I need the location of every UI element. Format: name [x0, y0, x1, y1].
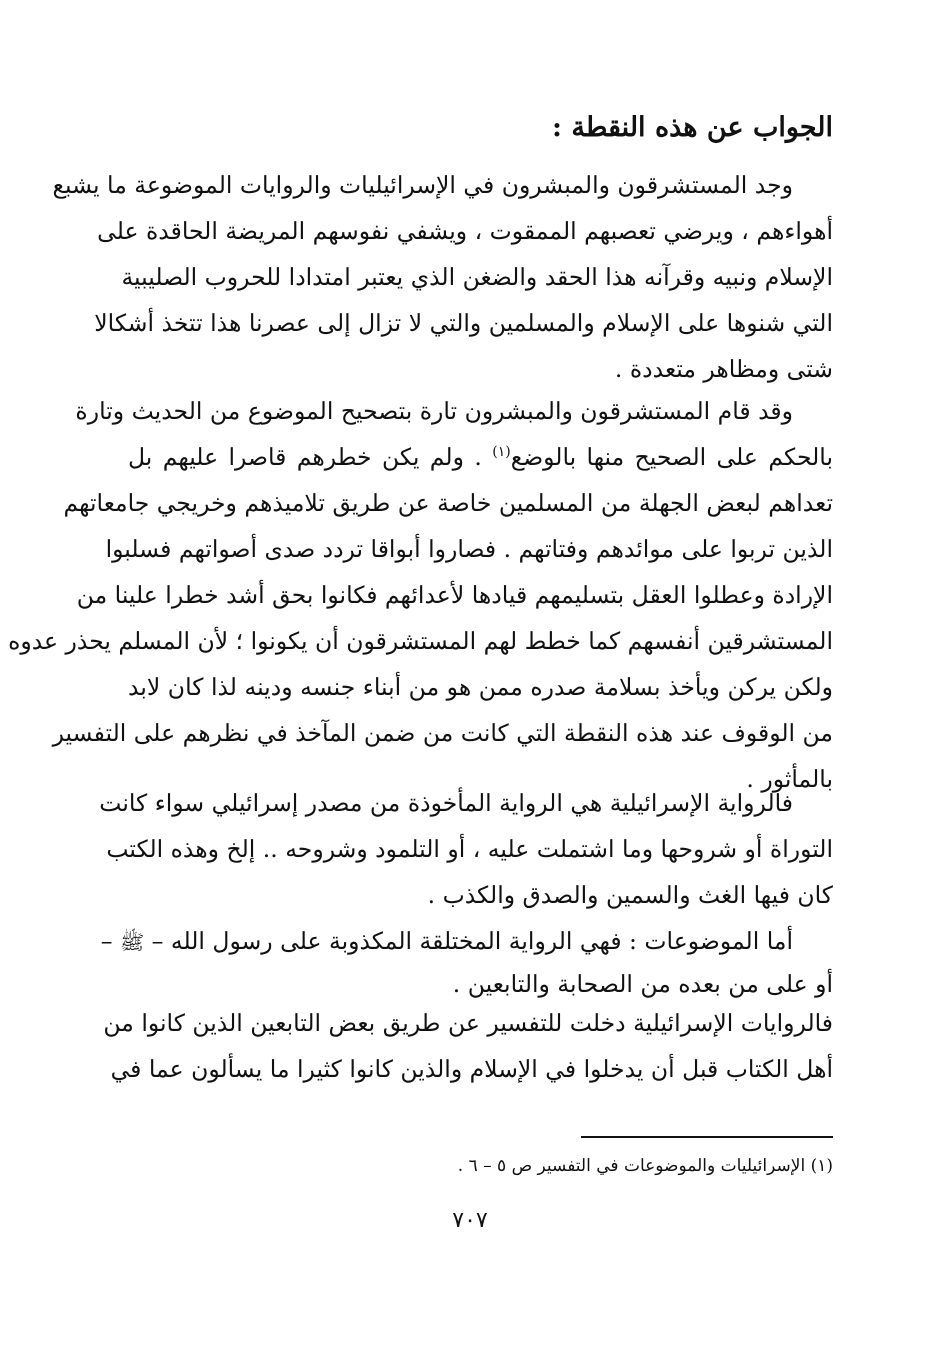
text-line: من الوقوف عند هذه النقطة التي كانت من ضمن المآخذ في نظرهم على التفسير	[52, 719, 833, 747]
paragraph-3	[99, 780, 833, 918]
text-line: ولكن يركن ويأخذ بسلامة صدره ممن هو من أبناء جنسه ودينه لذا كان لابد	[128, 673, 833, 701]
page-number: ٧٠٧	[452, 1208, 488, 1233]
text-segment: . ولم يكن خطرهم قاصرا عليهم بل	[128, 443, 493, 471]
text-line: التي شنوها على الإسلام والمسلمين والتي لا تزال إلى عصرنا هذا تتخذ أشكالا	[94, 309, 833, 337]
text-line: كان فيها الغث والسمين والصدق والكذب .	[427, 881, 833, 909]
text-line: التوراة أو شروحها وما اشتملت عليه ، أو التلمود وشروحه .. إلخ وهذه الكتب	[106, 835, 833, 863]
text-line: المستشرقين أنفسهم كما خطط لهم المستشرقون أن يكونوا ؛ لأن المسلم يحذر عدوه	[8, 627, 833, 655]
text-line: الذين تربوا على موائدهم وفتاتهم . فصاروا أبواقا تردد صدى أصواتهم فسلبوا	[105, 535, 833, 563]
paragraph-2	[8, 388, 833, 802]
section-heading: الجواب عن هذه النقطة :	[552, 112, 833, 143]
text-line: شتى ومظاهر متعددة .	[614, 355, 833, 383]
text-line: وقد قام المستشرقون والمبشرون تارة بتصحيح الموضوع من الحديث وتارة	[75, 397, 793, 425]
text-line: أهل الكتاب قبل أن يدخلوا في الإسلام والذين كانوا كثيرا ما يسألون عما في	[110, 1055, 833, 1083]
footnote: (١) الإسرائيليات والموضوعات في التفسير ص ٥ – ٦ .	[457, 1156, 833, 1176]
text-line: أهواءهم ، ويرضي تعصبهم الممقوت ، ويشفي نفوسهم المريضة الحاقدة على	[97, 217, 833, 245]
paragraph-5	[103, 1000, 833, 1092]
text-line: وجد المستشرقون والمبشرون في الإسرائيليات والروايات الموضوعة ما يشبع	[52, 171, 793, 199]
text-line: فالروايات الإسرائيلية دخلت للتفسير عن طريق بعض التابعين الذين كانوا من	[103, 1009, 833, 1037]
text-line: تعداهم لبعض الجهلة من المسلمين خاصة عن طريق تلاميذهم وخريجي جامعاتهم	[63, 489, 833, 517]
paragraph-1	[52, 162, 833, 392]
text-segment: –	[100, 927, 120, 955]
text-line: أو على من بعده من الصحابة والتابعين .	[452, 970, 833, 998]
footnote-separator	[581, 1136, 833, 1138]
paragraph-4	[100, 920, 833, 1005]
honorific-glyph: ﷺ	[119, 930, 145, 954]
text-line: الإرادة وعطلوا العقل بتسليمهم قيادها لأعدائهم فكانوا بحق أشد خطرا علينا من	[76, 581, 833, 609]
text-segment: بالحكم على الصحيح منها بالوضع	[510, 443, 833, 471]
text-line: بالمأثور .	[746, 765, 833, 793]
footnote-reference[interactable]: (١)	[492, 444, 511, 461]
text-line: فالرواية الإسرائيلية هي الرواية المأخوذة من مصدر إسرائيلي سواء كانت	[99, 789, 793, 817]
text-line: الإسلام ونبيه وقرآنه هذا الحقد والضغن الذي يعتبر امتدادا للحروب الصليبية	[121, 263, 833, 291]
text-line-with-honorific	[100, 920, 833, 963]
text-segment: أما الموضوعات : فهي الرواية المختلقة المكذوبة على رسول الله –	[151, 927, 793, 955]
text-line-with-footnote	[128, 434, 833, 480]
